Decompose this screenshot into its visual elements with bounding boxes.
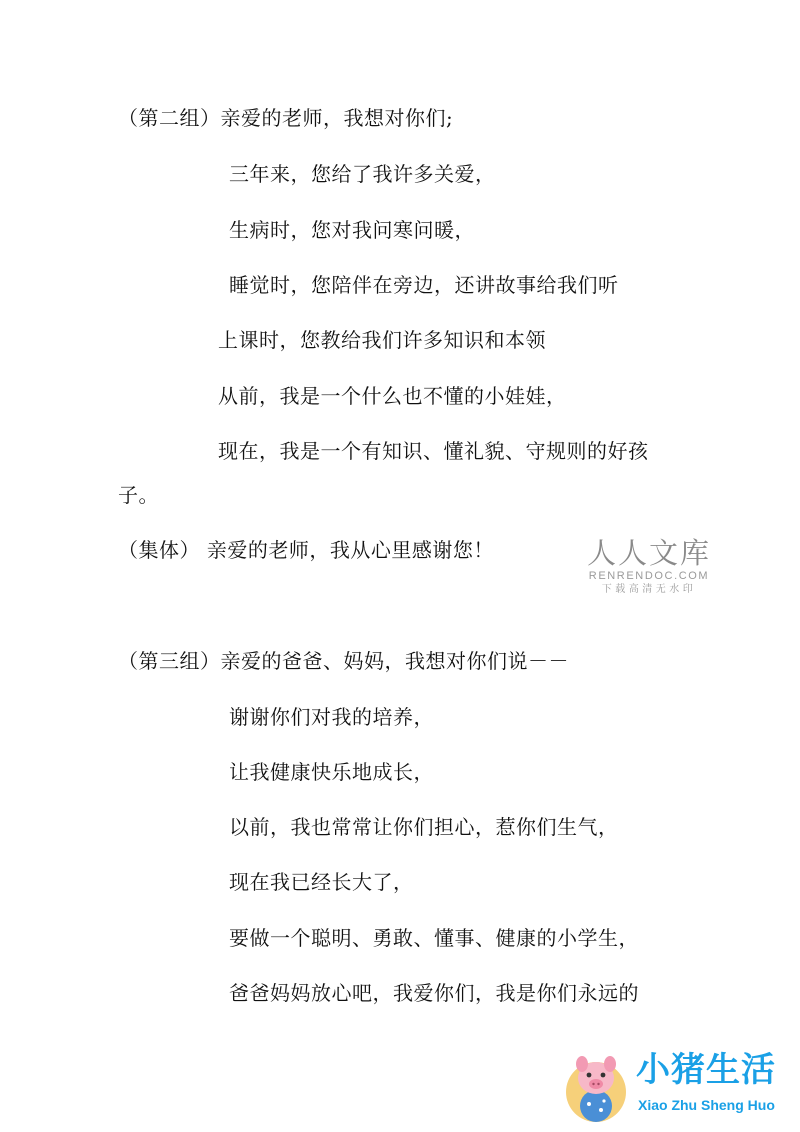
brand-subtitle: Xiao Zhu Sheng Huo: [638, 1097, 775, 1113]
watermark-subtitle: 下载高清无水印: [601, 584, 697, 595]
text-line: 三年来，您给了我许多关爱，: [229, 162, 496, 186]
text-line: 爸爸妈妈放心吧，我爱你们，我是你们永远的: [229, 981, 639, 1005]
text-line: 让我健康快乐地成长，: [229, 760, 434, 784]
text-line: 生病时，您对我问寒问暖，: [229, 218, 475, 242]
text-line-collective: （集体） 亲爱的老师，我从心里感谢您！: [118, 538, 494, 562]
text-line: 要做一个聪明、勇敢、懂事、健康的小学生，: [229, 926, 639, 950]
xiaozhu-logo: [558, 1044, 798, 1124]
text-line-group3-heading: （第三组）亲爱的爸爸、妈妈，我想对你们说－－: [118, 649, 569, 673]
text-line: 现在我已经长大了，: [229, 870, 414, 894]
text-line: 子。: [118, 483, 159, 507]
text-line: 从前，我是一个什么也不懂的小娃娃，: [218, 384, 567, 408]
text-line: 谢谢你们对我的培养，: [229, 705, 434, 729]
renrendoc-watermark: [586, 536, 712, 597]
brand-title: 小猪生活: [636, 1050, 776, 1090]
text-line: 现在，我是一个有知识、懂礼貌、守规则的好孩: [218, 439, 649, 463]
text-line: 上课时，您教给我们许多知识和本领: [218, 328, 546, 352]
text-line-group2-heading: （第二组）亲爱的老师，我想对你们;: [118, 106, 454, 130]
text-line: 以前，我也常常让你们担心，惹你们生气，: [229, 815, 619, 839]
watermark-title: 人人文库: [586, 536, 711, 570]
text-line: 睡觉时，您陪伴在旁边，还讲故事给我们听: [229, 273, 619, 297]
pig-mascot-icon: [558, 1048, 634, 1124]
watermark-url: RENRENDOC.COM: [588, 570, 710, 582]
